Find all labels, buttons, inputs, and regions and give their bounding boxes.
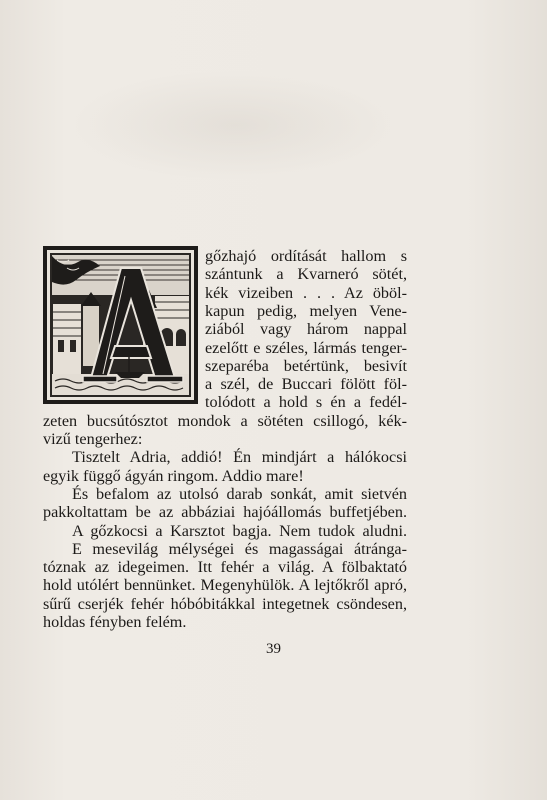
text-line: szántunk a Kvarneró sötét, bbox=[205, 265, 407, 284]
text-line: tolódott a hold s én a fedél- bbox=[205, 393, 407, 412]
text-line: pakkoltattam be az abbáziai hajóállomás buffetjében. bbox=[43, 503, 407, 522]
text-line: szeparéba betértünk, besivít bbox=[205, 356, 407, 375]
page-number: 39 bbox=[266, 641, 281, 657]
text-line: zeten bucsútósztot mondok a sötéten csillogó, kék- bbox=[43, 411, 407, 430]
paper-stain bbox=[70, 70, 400, 180]
text-line: kapun pedig, melyen Vene- bbox=[205, 301, 407, 320]
text-line: hold utólért bennünket. Megenyhülök. A lejtőkről apró, bbox=[43, 576, 407, 595]
text-line: kék vizeiben . . . Az öböl- bbox=[205, 283, 407, 302]
text-line: Tisztelt Adria, addió! Én mindjárt a hálókocsi bbox=[72, 448, 407, 467]
decorated-initial-illustration bbox=[43, 246, 198, 404]
text-line: tóznak az idegeimen. Itt fehér a világ. A fölbaktató bbox=[43, 558, 407, 577]
text-line: vizű tengerhez: bbox=[43, 430, 143, 448]
text-line: a szél, de Buccari fölött föl- bbox=[205, 375, 407, 394]
text-line: egyik függő ágyán ringom. Addio mare! bbox=[43, 466, 304, 485]
text-line: sűrű cserjék fehér hóbóbitákkal integetnek csöndesen, bbox=[43, 594, 407, 613]
text-line: holdas fényben felém. bbox=[43, 613, 187, 631]
text-line: gőzhajó ordítását hallom s bbox=[205, 247, 407, 265]
text-line: ziából vagy három nappal bbox=[205, 320, 407, 339]
text-line: ezelőtt e széles, lármás tenger- bbox=[205, 338, 407, 357]
text-line: A gőzkocsi a Karsztot bagja. Nem tudok aludni. bbox=[72, 521, 407, 540]
text-line: És befalom az utolsó darab sonkát, amit sietvén bbox=[72, 484, 407, 503]
text-line: E mesevilág mélységei és magasságai átránga- bbox=[72, 539, 407, 558]
